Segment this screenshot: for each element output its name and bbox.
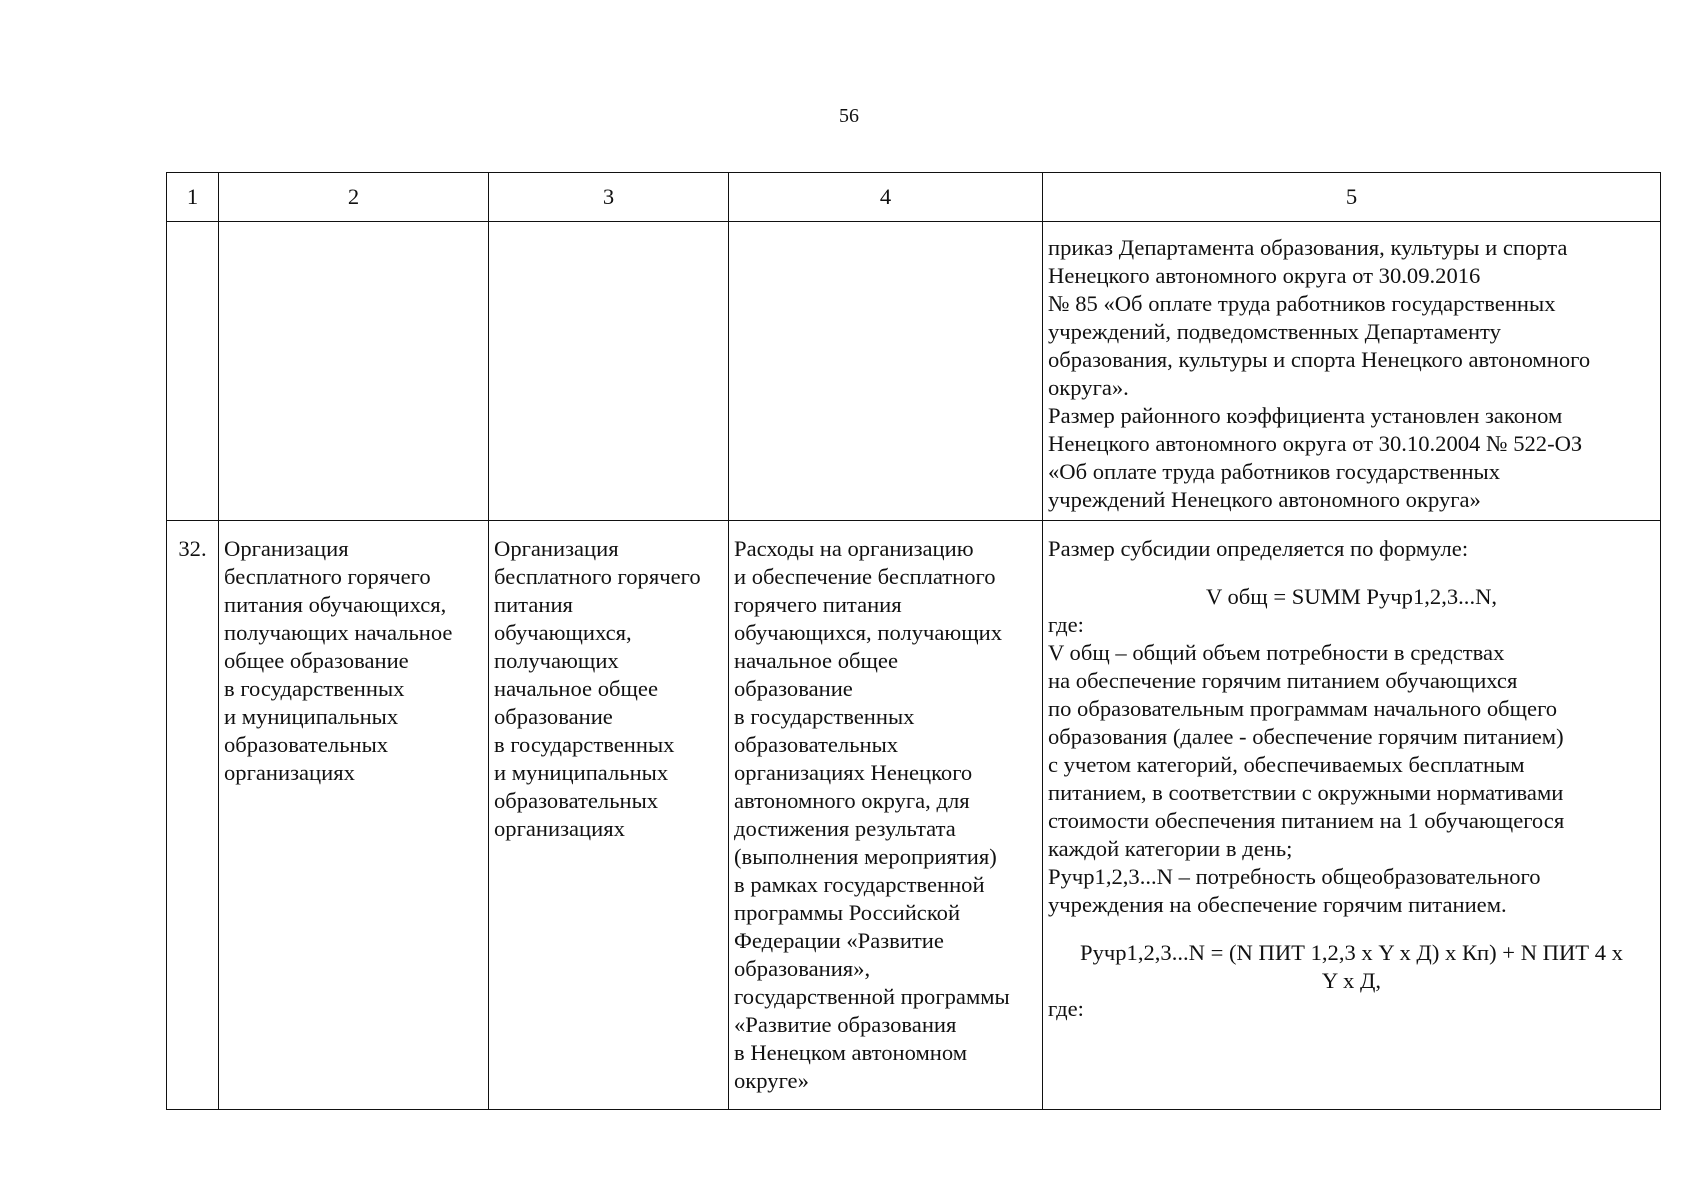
text-line: бесплатного горячего bbox=[494, 564, 701, 589]
cell-measure-name bbox=[219, 521, 489, 1110]
text-line: в рамках государственной bbox=[734, 872, 985, 897]
text-line: организациях bbox=[494, 816, 625, 841]
where-label: где: bbox=[1048, 996, 1084, 1021]
text-line: образовательных bbox=[224, 732, 389, 757]
text-line: образование bbox=[734, 676, 853, 701]
text-line: начальное общее bbox=[734, 648, 898, 673]
where-label: где: bbox=[1048, 612, 1084, 637]
text-line: Организация bbox=[224, 536, 349, 561]
text-line: образовательных bbox=[494, 788, 659, 813]
text-line: общее образование bbox=[224, 648, 409, 673]
text-line: образования, культуры и спорта Ненецкого автономного bbox=[1048, 347, 1591, 372]
table-row-32 bbox=[167, 521, 1661, 1110]
text-line: и обеспечение бесплатного bbox=[734, 564, 996, 589]
text-line: приказ Департамента образования, культуры и спорта bbox=[1048, 235, 1568, 260]
text-line: организациях bbox=[224, 760, 355, 785]
text-line: Организация bbox=[494, 536, 619, 561]
text-line: в государственных bbox=[734, 704, 915, 729]
cell-empty bbox=[729, 222, 1043, 521]
formula-intro: Размер субсидии определяется по формуле: bbox=[1048, 536, 1469, 561]
definition-line: образования (далее - обеспечение горячим питанием) bbox=[1048, 724, 1564, 749]
formula-total: V общ = SUMM Pучр1,2,3...N, bbox=[1205, 584, 1498, 609]
header-cell: 1 bbox=[167, 173, 219, 222]
header-cell: 4 bbox=[729, 173, 1043, 222]
formula-institution: Pучр1,2,3...N = (N ПИТ 1,2,3 х Y х Д) х Кп) + N ПИТ 4 х bbox=[1080, 940, 1623, 965]
text-line: округе» bbox=[734, 1068, 809, 1093]
cell-empty bbox=[219, 222, 489, 521]
definition-line: стоимости обеспечения питанием на 1 обучающегося bbox=[1048, 808, 1565, 833]
text-line: получающих bbox=[494, 648, 619, 673]
text-line: Федерации «Развитие bbox=[734, 928, 944, 953]
text-line: образования», bbox=[734, 956, 871, 981]
text-line: округа». bbox=[1048, 375, 1129, 400]
text-line: в государственных bbox=[224, 676, 405, 701]
text-line: учреждений Ненецкого автономного округа» bbox=[1048, 487, 1481, 512]
table-row-continued bbox=[167, 222, 1661, 521]
text-line: (выполнения мероприятия) bbox=[734, 844, 997, 869]
text-line: получающих начальное bbox=[224, 620, 453, 645]
text-line: обучающихся, bbox=[494, 620, 632, 645]
header-cell: 2 bbox=[219, 173, 489, 222]
cell-subsidy-purpose bbox=[489, 521, 729, 1110]
table-header-row bbox=[167, 173, 1661, 222]
text-line: питания bbox=[494, 592, 573, 617]
definition-line: каждой категории в день; bbox=[1048, 836, 1293, 861]
text-line: автономного округа, для bbox=[734, 788, 970, 813]
definition-line: с учетом категорий, обеспечиваемых бесплатным bbox=[1048, 752, 1525, 777]
text-line: обучающихся, получающих bbox=[734, 620, 1003, 645]
text-line: Ненецкого автономного округа от 30.09.2016 bbox=[1048, 263, 1481, 288]
text-line: в государственных bbox=[494, 732, 675, 757]
cell-legal-basis bbox=[1043, 222, 1661, 521]
cell-empty bbox=[167, 222, 219, 521]
header-cell: 3 bbox=[489, 173, 729, 222]
cell-calculation-method bbox=[1043, 521, 1661, 1110]
text-line: Ненецкого автономного округа от 30.10.2004 № 522-ОЗ bbox=[1048, 431, 1583, 456]
text-line: № 85 «Об оплате труда работников государственных bbox=[1048, 291, 1556, 316]
text-line: государственной программы bbox=[734, 984, 1010, 1009]
definition-line: учреждения на обеспечение горячим питанием. bbox=[1048, 892, 1507, 917]
text-line: программы Российской bbox=[734, 900, 961, 925]
page-number: 56 bbox=[839, 105, 859, 127]
text-line: «Развитие образования bbox=[734, 1012, 957, 1037]
text-line: достижения результата bbox=[734, 816, 956, 841]
definition-line: на обеспечение горячим питанием обучающихся bbox=[1048, 668, 1518, 693]
header-cell: 5 bbox=[1043, 173, 1661, 222]
text-line: организациях Ненецкого bbox=[734, 760, 973, 785]
text-line: питания обучающихся, bbox=[224, 592, 447, 617]
text-line: в Ненецком автономном bbox=[734, 1040, 968, 1065]
cell-expense-description bbox=[729, 521, 1043, 1110]
definition-line: Pучр1,2,3...N – потребность общеобразовательного bbox=[1048, 864, 1541, 889]
text-line: Расходы на организацию bbox=[734, 536, 974, 561]
text-line: горячего питания bbox=[734, 592, 902, 617]
formula-institution-cont: Y х Д, bbox=[1321, 968, 1382, 993]
text-line: Размер районного коэффициента установлен законом bbox=[1048, 403, 1563, 428]
text-line: образование bbox=[494, 704, 613, 729]
cell-empty bbox=[489, 222, 729, 521]
text-line: и муниципальных bbox=[224, 704, 399, 729]
definition-line: V общ – общий объем потребности в средствах bbox=[1048, 640, 1505, 665]
definition-line: по образовательным программам начального общего bbox=[1048, 696, 1558, 721]
row-number: 32. bbox=[167, 521, 219, 1110]
text-line: бесплатного горячего bbox=[224, 564, 431, 589]
data-table bbox=[166, 172, 1661, 1110]
text-line: начальное общее bbox=[494, 676, 658, 701]
text-line: образовательных bbox=[734, 732, 899, 757]
definition-line: питанием, в соответствии с окружными нормативами bbox=[1048, 780, 1564, 805]
text-line: учреждений, подведомственных Департаменту bbox=[1048, 319, 1501, 344]
text-line: «Об оплате труда работников государственных bbox=[1048, 459, 1501, 484]
text-line: и муниципальных bbox=[494, 760, 669, 785]
